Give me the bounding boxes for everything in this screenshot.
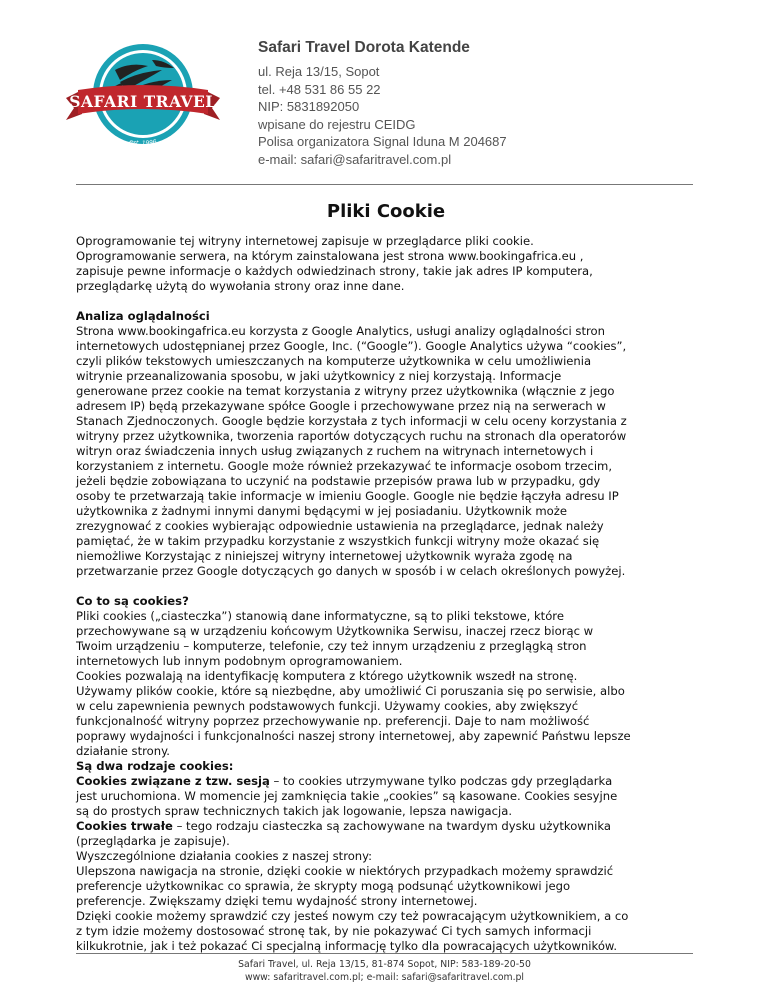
actions-line: preferencje. Zwiększamy dzięki temu wydajność strony internetowej. — [76, 894, 478, 908]
logo-est-text: est. 1996 — [128, 138, 158, 148]
types-heading: Są dwa rodzaje cookies: — [76, 759, 234, 773]
analytics-line: witryny przez użytkownika, tworzenia raportów dotyczących ruchu na stronach dla operatorów — [76, 429, 627, 443]
company-email: e-mail: safari@safaritravel.com.pl — [258, 151, 452, 167]
company-nip: NIP: 5831892050 — [258, 99, 360, 114]
analytics-line: użytkownika z żadnymi innymi danymi będącymi w jej posiadaniu. Użytkownik może — [76, 504, 567, 518]
persistent-text: – tego rodzaju ciasteczka są zachowywane na twardym dysku użytkownika — [172, 819, 611, 833]
footer-address: Safari Travel, ul. Reja 13/15, 81-874 Sopot, NIP: 583-189-20-50 — [238, 959, 531, 970]
safari-travel-logo — [60, 40, 226, 156]
footer-divider — [76, 953, 693, 954]
what-line: Cookies pozwalają na identyfikację komputera z którego użytkownik wszedł na stronę. — [76, 669, 578, 683]
persistent-cookies-line: (przeglądarka je zapisuje). — [76, 834, 230, 848]
analytics-line: generowane przez cookie na temat korzystania z witryny przez użytkownika (włącznie z jego — [76, 384, 615, 398]
company-phone: tel. +48 531 86 55 22 — [258, 81, 381, 97]
actions-line: kilkukrotnie, jak i też pokazać Ci specjalną informację tylko dla powracających użytkowników. — [76, 939, 618, 953]
session-cookies-line — [76, 774, 696, 789]
page-footer — [76, 958, 693, 984]
analytics-line: internetowych udostępnianej przez Google, Inc. (“Google”). Google Analytics używa “cookies”, — [76, 339, 627, 353]
session-text: – to cookies utrzymywane tylko podczas gdy przeglądarka — [269, 774, 613, 788]
what-are-cookies-section — [76, 594, 696, 954]
logo-brand-text: SAFARI TRAVEL — [69, 92, 217, 111]
what-line: funkcjonalność witryny poprzez przechowywanie np. preferencji. Daje to nam możliwość — [76, 714, 590, 728]
what-line: w celu zapewnienia pewnych podstawowych funkcji. Używamy cookies, aby zwiększyć — [76, 699, 579, 713]
analytics-line: niemożliwe Korzystając z niniejszej witryny internetowej użytkownik wyraża zgodę na — [76, 549, 573, 563]
what-line: Używamy plików cookie, które są niezbędne, aby umożliwić Ci poruszania się po serwisie, albo — [76, 684, 625, 698]
what-line: Pliki cookies („ciasteczka”) stanowią dane informatyczne, są to pliki tekstowe, które — [76, 609, 564, 623]
intro-line: zapisuje pewne informacje o każdych odwiedzinach strony, takie jak adres IP komputera, — [76, 264, 593, 278]
analytics-line: czyli plików tekstowych umieszczanych na komputerze użytkownika w celu umożliwienia — [76, 354, 592, 368]
what-line: przechowywane są w urządzeniu końcowym Użytkownika Serwisu, inaczej rzecz biorąc w — [76, 624, 594, 638]
what-line: działanie strony. — [76, 744, 170, 758]
company-info — [258, 38, 728, 168]
analytics-section — [76, 309, 696, 579]
footer-contact: www: safaritravel.com.pl; e-mail: safari@safaritravel.com.pl — [244, 972, 525, 983]
persistent-term: Cookies trwałe — [76, 819, 173, 833]
intro-line: Oprogramowanie serwera, na którym zainstalowana jest strona www.bookingafrica.eu , — [76, 249, 584, 263]
page-title: Pliki Cookie — [326, 201, 446, 222]
analytics-line: witrynie przeanalizowania sposobu, w jaki użytkownicy z niej korzystają. Informacje — [76, 369, 562, 383]
header-divider — [76, 184, 693, 185]
analytics-heading: Analiza oglądalności — [76, 309, 210, 323]
actions-line: Wyszczególnione działania cookies z naszej strony: — [76, 849, 373, 863]
intro-section — [76, 234, 696, 294]
analytics-line: osoby te przetwarzają takie informacje w imieniu Google. Google nie będzie łączyła adresu IP — [76, 489, 619, 503]
analytics-line: przetwarzanie przez Google dotyczących go danych w sposób i w celach określonych powyżej. — [76, 564, 626, 578]
analytics-line: korzystaniem z internetu. Google może również przekazywać te informacje osobom trzecim, — [76, 459, 613, 473]
what-line: internetowych lub innym podobnym oprogramowaniem. — [76, 654, 403, 668]
what-line: Twoim urządzeniu – komputerze, telefonie, czy też innym urządzeniu z przeglągką stron — [76, 639, 587, 653]
actions-line: z tym idzie możemy dostosować stronę tak, by nie pokazywać Ci tych samych informacji — [76, 924, 592, 938]
actions-line: Dzięki cookie możemy sprawdzić czy jesteś nowym czy też powracającym użytkownikiem, a co — [76, 909, 629, 923]
analytics-line: witryn oraz świadczenia innych usług związanych z ruchem na witrynach internetowych i — [76, 444, 594, 458]
analytics-line: adresem IP) będą przekazywane spółce Google i przechowywane przez nią na serwerach w — [76, 399, 606, 413]
analytics-line: zrezygnować z cookies wybierając odpowiednie ustawienia na przeglądarce, jednak należy — [76, 519, 604, 533]
what-heading: Co to są cookies? — [76, 594, 189, 608]
company-register: wpisane do rejestru CEIDG — [258, 116, 416, 132]
analytics-line: pamiętać, że w takim przypadku korzystanie z wszystkich funkcji witryny może okazać się — [76, 534, 600, 548]
intro-line: przeglądarkę użytą do wywołania strony oraz inne dane. — [76, 279, 405, 293]
analytics-line: jeżeli będzie zobowiązana to uczynić na podstawie przepisów prawa lub w przypadku, gdy — [76, 474, 601, 488]
company-policy: Polisa organizatora Signal Iduna M 204687 — [258, 134, 507, 149]
actions-line: preferencje użytkownikac co sprawia, że skrypty mogą podsunąć użytkownikowi jego — [76, 879, 571, 893]
company-name: Safari Travel Dorota Katende — [258, 39, 470, 56]
analytics-line: Stanach Zjednoczonych. Google będzie korzystała z tych informacji w celu oceny korzystania z — [76, 414, 627, 428]
actions-line: Ulepszona nawigacja na stronie, dzięki cookie w niektórych przypadkach możemy sprawdzić — [76, 864, 614, 878]
session-term: Cookies związane z tzw. sesją — [76, 774, 270, 788]
intro-line: Oprogramowanie tej witryny internetowej zapisuje w przeglądarce pliki cookie. — [76, 234, 534, 248]
company-address: ul. Reja 13/15, Sopot — [258, 64, 380, 79]
session-cookies-line: jest uruchomiona. W momencie jej zamknięcia takie „cookies” są kasowane. Cookies sesyjne — [76, 789, 618, 803]
session-cookies-line: są do prostych spraw technicznych takich jak logowanie, lepsza nawigacja. — [76, 804, 513, 818]
persistent-cookies-line — [76, 819, 696, 834]
document-body — [76, 200, 696, 954]
analytics-line: Strona www.bookingafrica.eu korzysta z Google Analytics, usługi analizy oglądalności stron — [76, 324, 605, 338]
what-line: poprawy wydajności i funkcjonalności naszej strony internetowej, aby zapewnić Państwu lepsze — [76, 729, 631, 743]
